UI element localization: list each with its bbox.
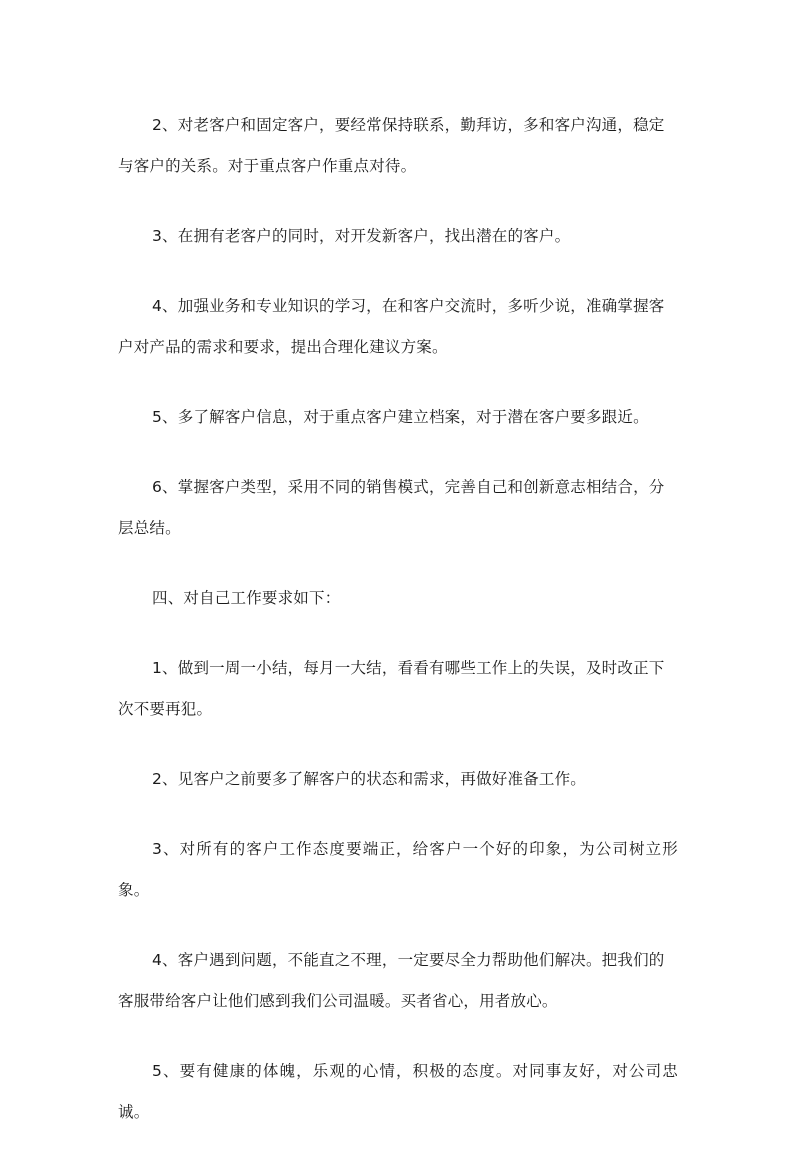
paragraph-line: 户对产品的需求和要求，提出合理化建议方案。 xyxy=(118,338,448,356)
paragraph-line: 6、掌握客户类型，采用不同的销售模式，完善自己和创新意志相结合，分 xyxy=(152,478,665,496)
paragraph-item-2-old-clients xyxy=(118,105,678,187)
requirement-item-1-summary xyxy=(118,648,678,730)
document-body xyxy=(118,105,678,1162)
paragraph-item-4-learning xyxy=(118,286,678,368)
paragraph-line: 5、多了解客户信息，对于重点客户建立档案，对于潜在客户要多跟近。 xyxy=(152,408,649,426)
paragraph-line: 层总结。 xyxy=(118,519,181,537)
requirement-item-4-problem-solving xyxy=(118,940,678,1022)
paragraph-line: 4、加强业务和专业知识的学习，在和客户交流时，多听少说，准确掌握客 xyxy=(152,297,665,315)
paragraph-line: 3、在拥有老客户的同时，对开发新客户，找出潜在的客户。 xyxy=(152,227,571,245)
section-heading-self-requirements xyxy=(118,578,678,619)
section-heading-text: 四、对自己工作要求如下： xyxy=(152,589,341,607)
paragraph-line: 4、客户遇到问题，不能直之不理，一定要尽全力帮助他们解决。把我们的 xyxy=(152,951,665,969)
paragraph-line: 与客户的关系。对于重点客户作重点对待。 xyxy=(118,157,417,175)
requirement-item-5-health xyxy=(118,1051,678,1133)
paragraph-line: 2、见客户之前要多了解客户的状态和需求，再做好准备工作。 xyxy=(152,770,586,788)
paragraph-item-5-client-info xyxy=(118,397,678,438)
paragraph-line: 5、要有健康的体魄，乐观的心情，积极的态度。对同事友好，对公司忠诚。 xyxy=(118,1062,678,1121)
paragraph-item-3-new-clients xyxy=(118,216,678,257)
paragraph-item-6-client-types xyxy=(118,467,678,549)
requirement-item-2-preparation xyxy=(118,759,678,800)
paragraph-line: 1、做到一周一小结，每月一大结，看看有哪些工作上的失误，及时改正下 xyxy=(152,659,665,677)
paragraph-line: 客服带给客户让他们感到我们公司温暖。买者省心，用者放心。 xyxy=(118,992,558,1010)
paragraph-line: 2、对老客户和固定客户，要经常保持联系，勤拜访，多和客户沟通，稳定 xyxy=(152,116,665,134)
paragraph-line: 3、对所有的客户工作态度要端正，给客户一个好的印象，为公司树立形象。 xyxy=(118,840,678,899)
paragraph-line: 次不要再犯。 xyxy=(118,700,213,718)
requirement-item-3-attitude xyxy=(118,829,678,911)
